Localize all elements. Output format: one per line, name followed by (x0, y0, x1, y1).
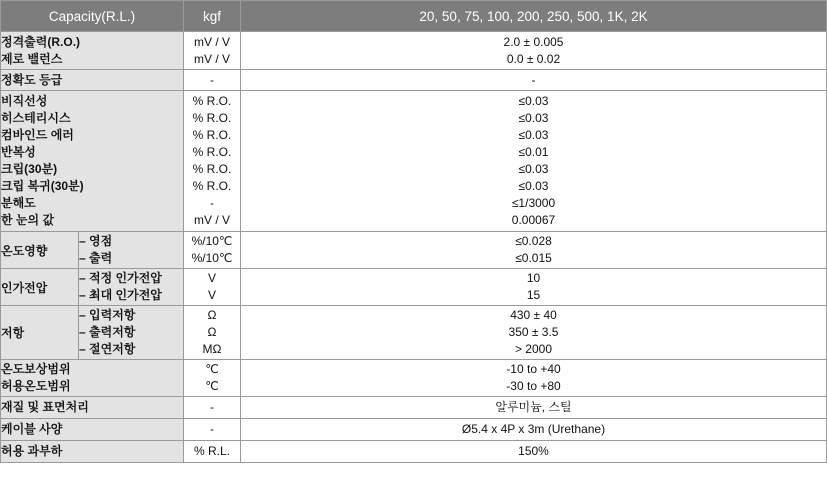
row-label (1, 32, 184, 70)
row-unit (184, 269, 241, 306)
spec-row-cable (1, 419, 827, 441)
value-text: ≤0.03 (518, 94, 549, 108)
row-unit (184, 91, 241, 232)
unit-text: mV / V (193, 213, 230, 227)
label-zero-balance: 제로 밸런스 (1, 51, 63, 66)
label-hysteresis: 히스테리시스 (1, 111, 71, 125)
value-text: 2.0 ± 0.005 (503, 34, 564, 49)
label-operating-range: 허용온도범위 (1, 379, 71, 393)
value-text: - (531, 72, 536, 87)
spec-row-resistance (1, 306, 827, 360)
row-value (241, 70, 827, 91)
value-text: -10 to +40 (506, 362, 561, 376)
row-unit (184, 397, 241, 419)
sub-labels (79, 269, 184, 306)
spec-row-accuracy (1, 70, 827, 91)
value-text: ≤0.028 (515, 234, 552, 248)
spec-row-temperature-effect (1, 232, 827, 269)
unit-text: V (207, 271, 216, 285)
value-text: ≤0.015 (515, 251, 552, 265)
unit-text: % R.O. (192, 179, 232, 193)
row-unit (184, 441, 241, 463)
row-value (241, 269, 827, 306)
row-value (241, 441, 827, 463)
row-value (241, 32, 827, 70)
unit-text: % R.L. (193, 444, 230, 458)
capacities-header: 20, 50, 75, 100, 200, 250, 500, 1K, 2K (241, 1, 827, 32)
value-text: ≤1/3000 (511, 196, 556, 210)
row-unit (184, 232, 241, 269)
label-accuracy-class: 정확도 등급 (1, 72, 63, 87)
unit-text: mV / V (193, 51, 230, 66)
row-value (241, 360, 827, 397)
row-unit (184, 306, 241, 360)
unit-text: % R.O. (192, 94, 232, 108)
label-insulation-resistance: – 절연저항 (79, 342, 136, 356)
label-repeatability: 반복성 (1, 145, 36, 159)
header-row (1, 1, 827, 32)
unit-text: %/10℃ (191, 234, 233, 248)
label-creep: 크립(30분) (1, 162, 58, 176)
value-text: 0.0 ± 0.02 (506, 51, 561, 66)
value-text: Ø5.4 x 4P x 3m (Urethane) (461, 422, 606, 436)
row-unit (184, 32, 241, 70)
row-label (1, 70, 184, 91)
label-input-resistance: – 입력저항 (79, 308, 136, 322)
value-text: 알루미늄, 스틸 (495, 400, 572, 414)
unit-text: ℃ (205, 362, 219, 376)
spec-row-output (1, 32, 827, 70)
unit-text: ℃ (205, 379, 219, 393)
value-text: ≤0.03 (518, 162, 549, 176)
unit-text: % R.O. (192, 111, 232, 125)
label-compensated-range: 온도보상범위 (1, 362, 71, 376)
unit-text: % R.O. (192, 145, 232, 159)
row-value (241, 419, 827, 441)
value-text: 150% (518, 444, 549, 458)
value-text: 430 ± 40 (510, 308, 557, 322)
value-text: -30 to +80 (506, 379, 561, 393)
unit-text: - (210, 72, 214, 87)
label-max-excitation: – 최대 인가전압 (79, 288, 162, 302)
unit-text: % R.O. (192, 128, 232, 142)
value-text: 15 (526, 288, 541, 302)
unit-text: - (210, 196, 214, 210)
spec-row-performance (1, 91, 827, 232)
value-text: 10 (526, 271, 541, 285)
row-label (1, 419, 184, 441)
group-label: 인가전압 (1, 269, 79, 306)
unit-text: V (207, 288, 216, 302)
label-combined-error: 컴바인드 에러 (1, 128, 74, 142)
unit-text: % R.O. (192, 162, 232, 176)
group-label: 저항 (1, 306, 79, 360)
row-label (1, 397, 184, 419)
spec-row-temperature-range (1, 360, 827, 397)
value-text: ≤0.03 (518, 128, 549, 142)
row-unit (184, 360, 241, 397)
unit-text: - (210, 400, 214, 414)
row-value (241, 91, 827, 232)
row-unit (184, 70, 241, 91)
label-output-resistance: – 출력저항 (79, 325, 136, 339)
label-material: 재질 및 표면처리 (1, 400, 89, 414)
capacity-header: Capacity(R.L.) (1, 1, 184, 32)
row-value (241, 306, 827, 360)
unit-text: %/10℃ (191, 251, 233, 265)
label-creep-return: 크립 복귀(30분) (1, 179, 84, 193)
value-text: ≤0.03 (518, 111, 549, 125)
spec-row-material (1, 397, 827, 419)
label-rated-output: 정격출력(R.O.) (1, 34, 81, 49)
unit-text: Ω (207, 308, 217, 322)
sub-labels (79, 306, 184, 360)
unit-header: kgf (184, 1, 241, 32)
value-text: 350 ± 3.5 (508, 325, 559, 339)
label-cable: 케이블 사양 (1, 422, 63, 436)
row-unit (184, 419, 241, 441)
row-value (241, 232, 827, 269)
row-label (1, 360, 184, 397)
unit-text: - (210, 422, 214, 436)
unit-text: MΩ (202, 342, 222, 356)
label-nonlinearity: 비직선성 (1, 94, 48, 108)
group-label: 온도영향 (1, 232, 79, 269)
label-resolution: 분해도 (1, 196, 36, 210)
label-output-effect: – 출력 (79, 251, 113, 265)
row-label (1, 91, 184, 232)
value-text: 0.00067 (511, 213, 556, 227)
label-safe-overload: 허용 과부하 (1, 444, 63, 458)
value-text: ≤0.01 (518, 145, 549, 159)
row-value (241, 397, 827, 419)
label-zero-effect: – 영점 (79, 234, 113, 248)
sub-labels (79, 232, 184, 269)
value-text: ≤0.03 (518, 179, 549, 193)
spec-row-overload (1, 441, 827, 463)
unit-text: mV / V (193, 34, 230, 49)
unit-text: Ω (207, 325, 217, 339)
value-text: > 2000 (514, 342, 553, 356)
label-division-value: 한 눈의 값 (1, 213, 55, 227)
label-recommended-excitation: – 적정 인가전압 (79, 271, 162, 285)
row-label (1, 441, 184, 463)
spec-row-excitation (1, 269, 827, 306)
